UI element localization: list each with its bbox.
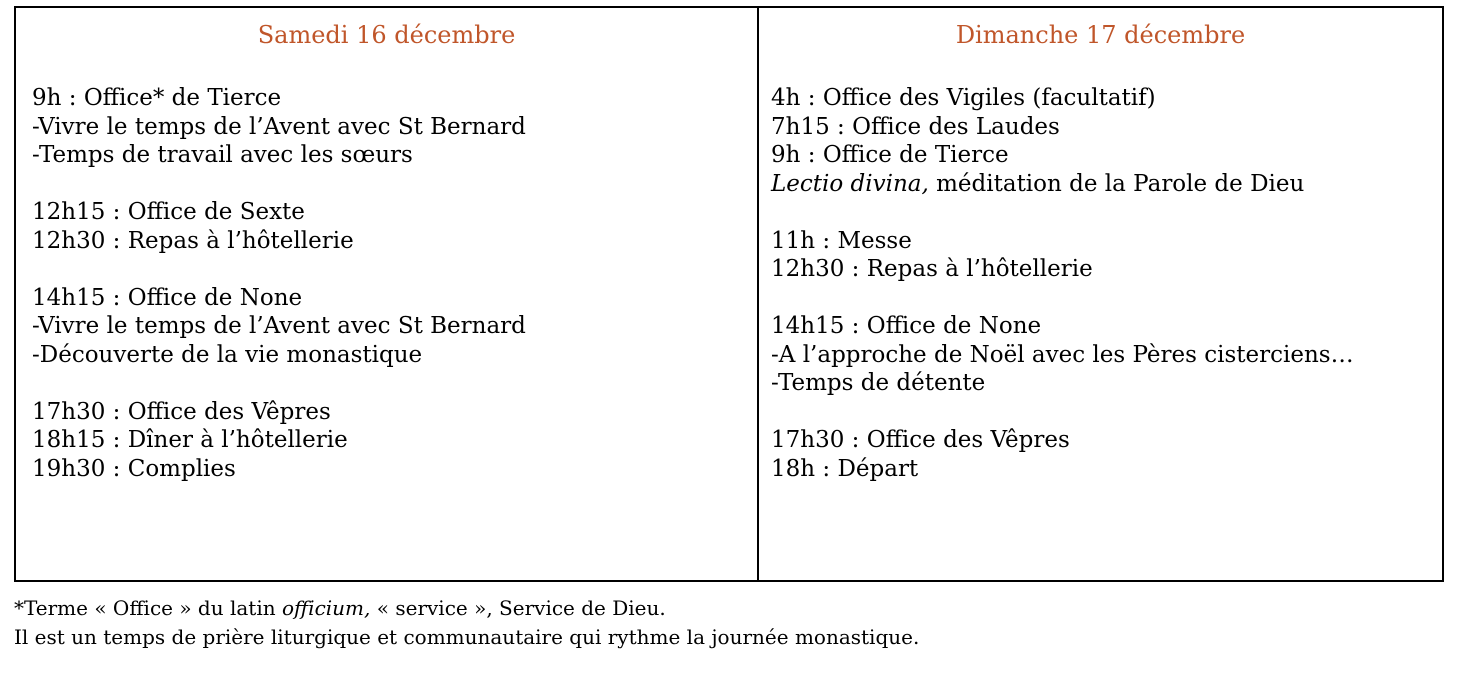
footnote-office-explanation: Il est un temps de prière liturgique et communautaire qui rythme la journée monastique. <box>14 625 920 649</box>
footnote-text: *Terme « Office » du latin <box>14 596 282 620</box>
schedule-line: 17h30 : Office des Vêpres <box>32 398 331 425</box>
schedule-line: -Découverte de la vie monastique <box>32 341 423 368</box>
footnote-office-definition <box>14 594 919 623</box>
schedule-line: -Vivre le temps de l’Avent avec St Bernard <box>32 113 526 140</box>
footnote-text: « service », Service de Dieu. <box>370 596 666 620</box>
saturday-column <box>16 8 759 580</box>
footnotes <box>14 594 919 652</box>
saturday-entries <box>32 84 749 483</box>
schedule-line: 7h15 : Office des Laudes <box>771 113 1060 140</box>
schedule-table <box>14 6 1444 582</box>
schedule-line: -A l’approche de Noël avec les Pères cisterciens… <box>771 341 1354 368</box>
footnote-italic: officium, <box>281 596 371 620</box>
schedule-line: 12h30 : Repas à l’hôtellerie <box>771 256 1093 282</box>
sunday-entries <box>771 84 1434 483</box>
schedule-line: 9h : Office* de Tierce <box>32 85 282 111</box>
schedule-line: 19h30 : Complies <box>32 455 236 482</box>
schedule-line: 11h : Messe <box>771 227 912 254</box>
schedule-line: -Temps de détente <box>771 370 986 396</box>
schedule-line: 9h : Office de Tierce <box>771 142 1009 168</box>
schedule-line: 17h30 : Office des Vêpres <box>771 427 1070 453</box>
schedule-line: 14h15 : Office de None <box>32 284 303 311</box>
schedule-line: 14h15 : Office de None <box>771 313 1042 339</box>
schedule-line: 18h : Départ <box>771 455 919 482</box>
schedule-line: -Vivre le temps de l’Avent avec St Bernard <box>32 313 526 339</box>
lectio-divina-rest: méditation de la Parole de Dieu <box>928 170 1305 197</box>
sunday-column <box>759 8 1442 580</box>
schedule-line: 12h15 : Office de Sexte <box>32 199 305 225</box>
schedule-line: 4h : Office des Vigiles (facultatif) <box>771 85 1156 111</box>
schedule-line: 12h30 : Repas à l’hôtellerie <box>32 227 354 254</box>
schedule-line: -Temps de travail avec les sœurs <box>32 142 413 168</box>
schedule-line: 18h15 : Dîner à l’hôtellerie <box>32 427 348 453</box>
lectio-divina-italic: Lectio divina, <box>771 170 929 197</box>
schedule-line <box>771 170 1434 199</box>
saturday-title: Samedi 16 décembre <box>257 21 516 49</box>
sunday-title: Dimanche 17 décembre <box>955 21 1246 49</box>
